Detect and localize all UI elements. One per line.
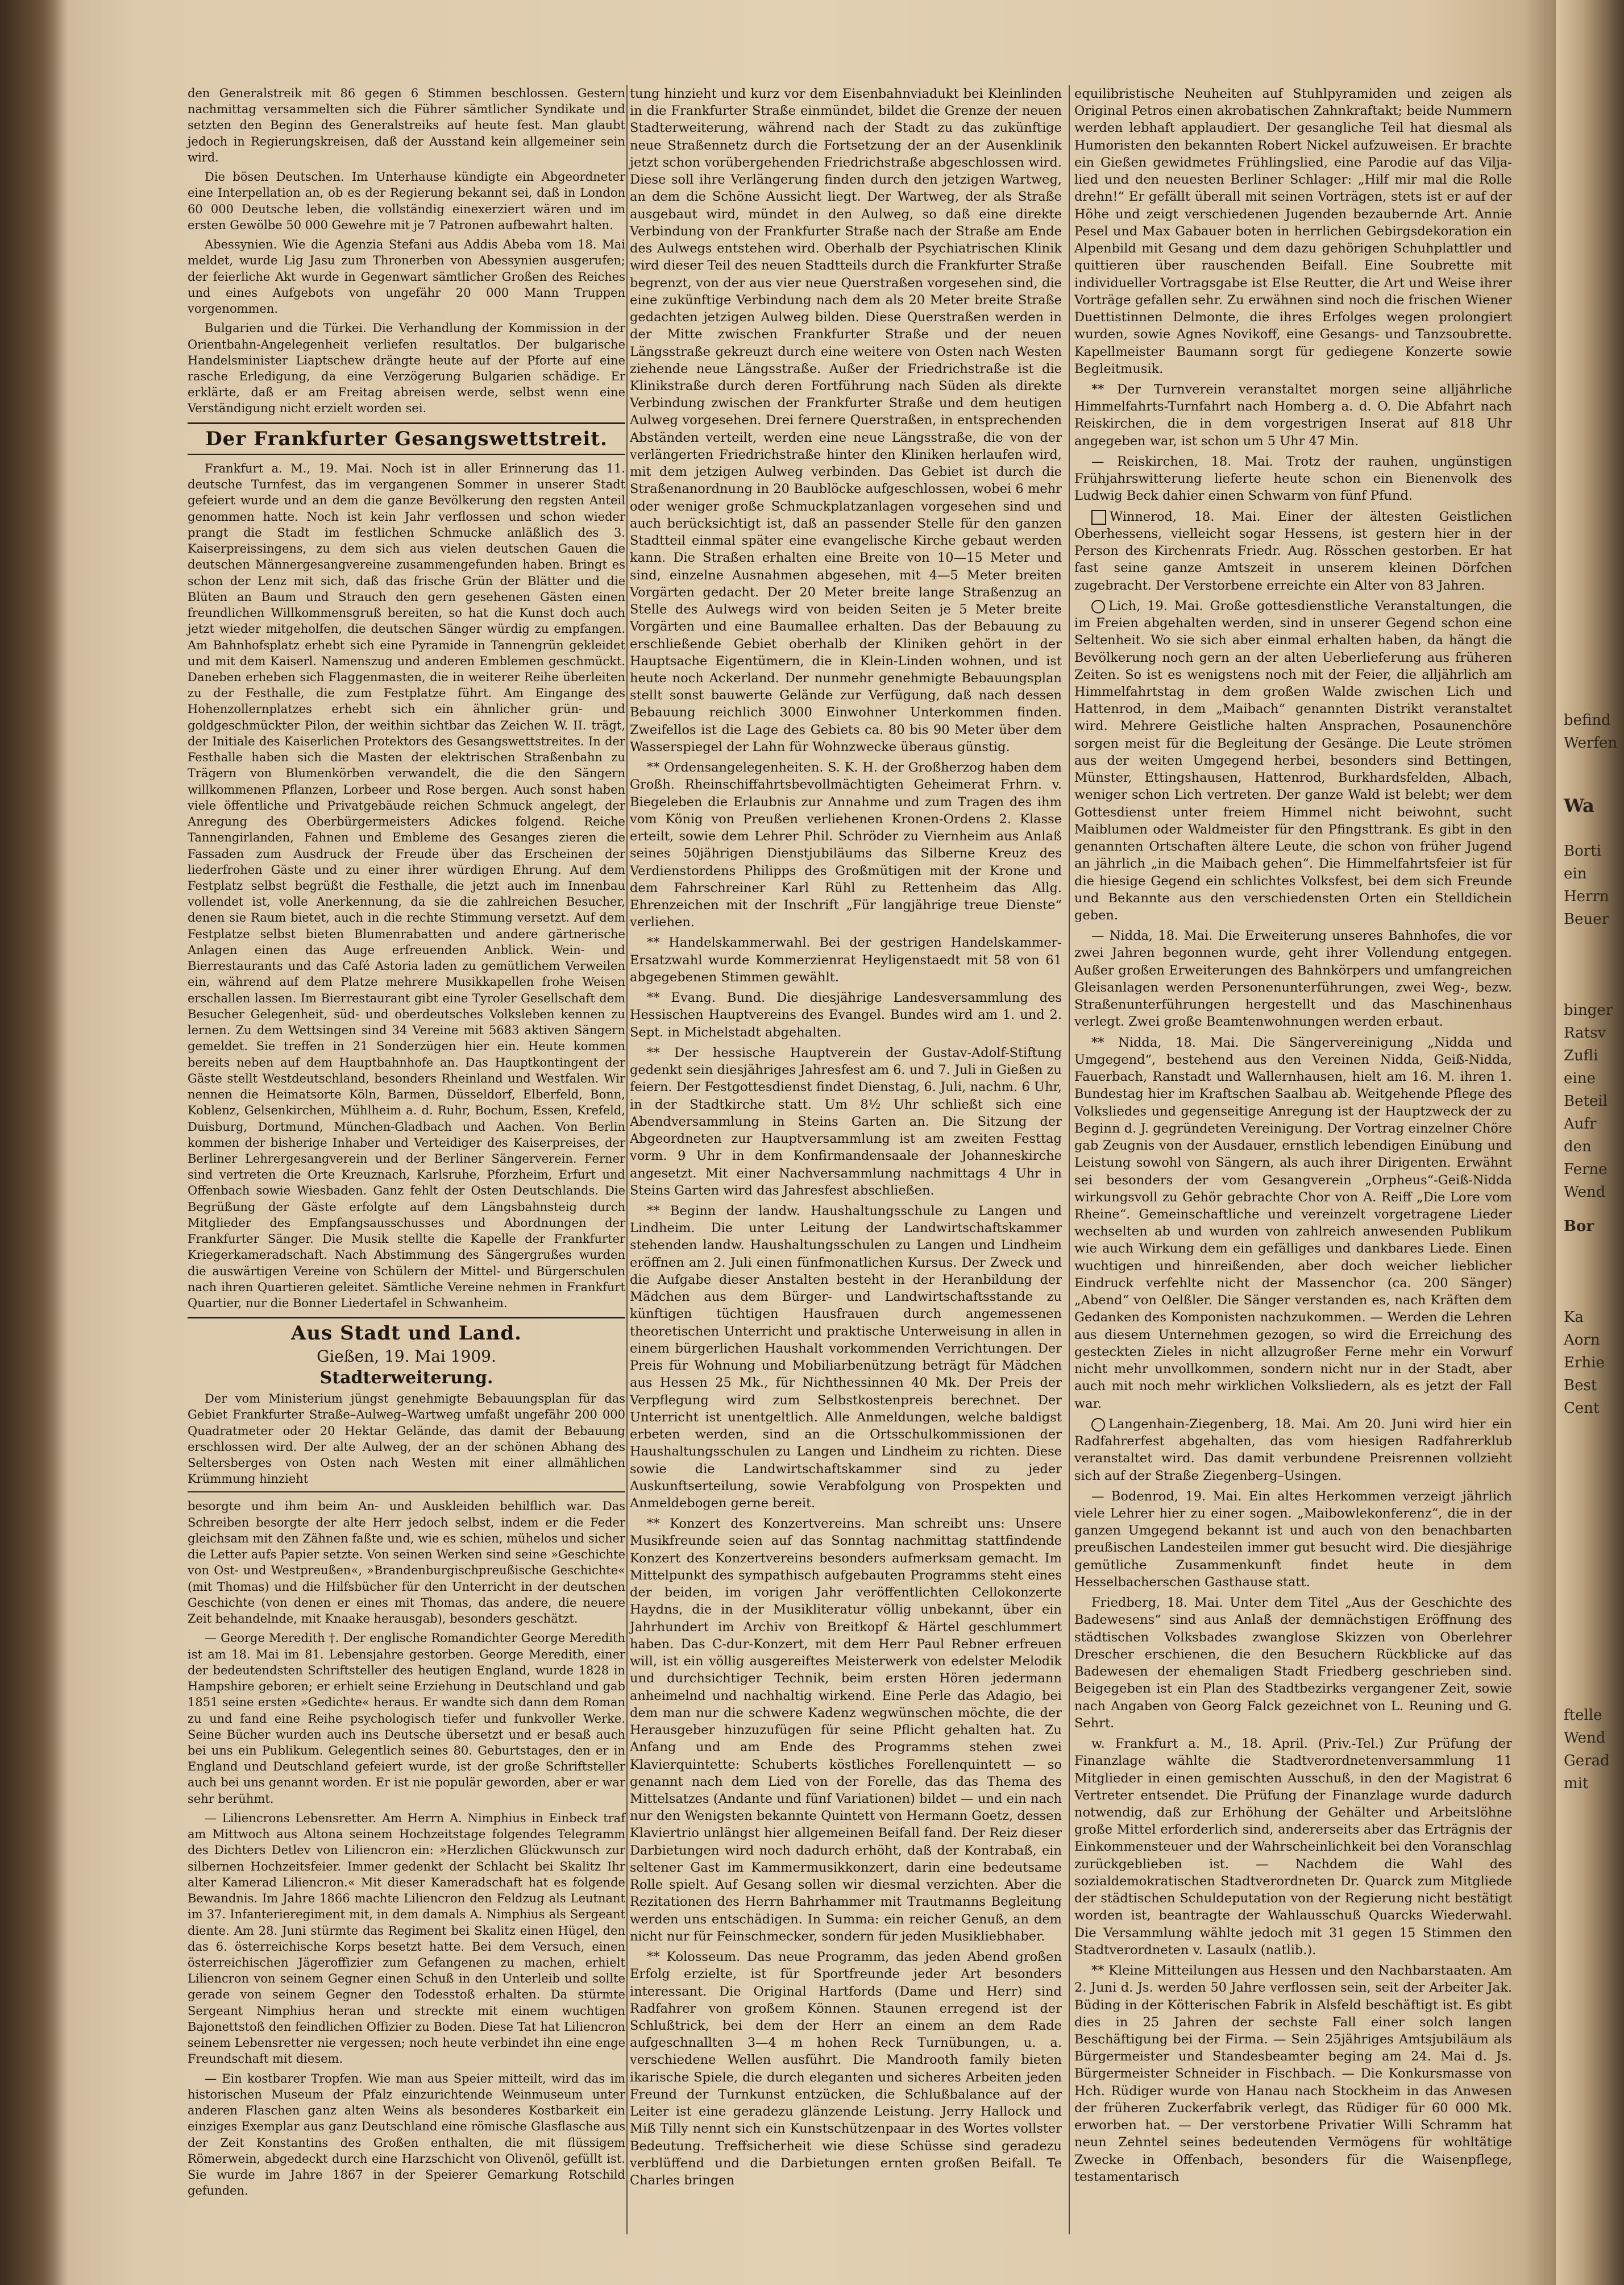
divider xyxy=(188,422,625,424)
divider xyxy=(188,1317,625,1318)
paragraph: ** Nidda, 18. Mai. Die Sängervereinigung „Nidda und Umgegend“, bestehend aus den Vereinen Nidda, Geiß-Nidda, Fauerbach, Ranstadt und Wallernhausen, hielt am 16. M. ihren 1. Bundestag hier im Kraftschen Saalbau ab. Weitgehende Pflege des Volksliedes und gegenseitige Anregung ist der Hauptzweck der zu Beginn d. J. gegründeten Vereinigung. Der Vortrag einzelner Chöre gab Zeugnis von der Ausdauer, ernstlich lebendigen Einübung und Leistung sowohl von Sängern, als auch ihrer Dirigenten. Erwähnt sei besonders der vom Gesangverein „Orpheus“-Geiß-Nidda wirkungsvoll zu Gehör gebrachte Chor von A. Reiff „Die Lore vom Rheine“. Gemeinschaftliche und vereinzelt vorgetragene Lieder wechselten ab und wurden von zahlreich anwesenden Publikum wie auch Wirkung dem ein gefälliges und dankbares Liede. Einen wuchtigen und hinreißenden, aber doch weicher lieblicher Eindruck verfehlte nicht der Massenchor (ca. 200 Sänger) „Abend“ von Oelßler. Die Sänger verstanden es, nach Kräften dem Gedanken des Komponisten nachzukommen. — Werden die Lehren aus diesem Unternehmen gezogen, so wird die Erreichung des gesteckten Zieles in nicht allzugroßer Ferne mehr ein Vorwurf nicht mehr unvollkommen, sondern nicht nur in der Stadt, aber auch mit noch mehr wirklichen Volksliedern, als es jetzt der Fall war. xyxy=(1074,1035,1512,1411)
edge-fragment: eine xyxy=(1564,1070,1596,1087)
edge-fragment: Cent xyxy=(1564,1400,1600,1417)
paragraph: ** Konzert des Konzertvereins. Man schreibt uns: Unsere Musikfreunde seien auf das Sonntag nachmittag stattfindende Konzert des Konzertvereins besonders aufmerksam gemacht. Im Mittelpunkt des sympathisch aufgebauten Programms steht eines der beiden, im vorigen Jahr veröffentlichten Cellokonzerte Haydns, die in der Musikliteratur völlig unbekannt, über ein Jahrhundert im Archiv von Breitkopf & Härtel geschlummert haben. Das C-dur-Konzert, mit dem Herr Paul Rebner erfreuen will, ist ein völlig ausgereiftes Meisterwerk von edelster Melodik und durchsichtiger Technik, beim ersten Hören jedermann anheimelnd und nachhaltig wirkend. Eine Perle das Adagio, bei dem man nur die schwere Kadenz wegwünschen möchte, die der Herausgeber hinzuzufügen für seine Pflicht gehalten hat. Zu Anfang und am Ende des Programms stehen zwei Klavierquintette: Schuberts köstliches Forellenquintett — so genannt nach dem Lied von der Forelle, das das Thema des Mittelsatzes (Andante und fünf Variationen) bildet — und ein nach nur den Wenigsten bekannte Quintett von Hermann Goetz, dessen Klaviertrio unlängst hier allgemeinen Beifall fand. Der Reiz dieser Darbietungen wird noch dadurch erhöht, daß der Kontrabaß, ein seltener Gast im Kammermusikkonzert, darin eine bedeutsame Rolle spielt. Auf Gesang sollen wir diesmal verzichten. Aber die Rezitationen des Herrn Bahrhammer mit Trautmanns Begleitung werden uns entschädigen. In Summa: ein reicher Genuß, an dem nicht nur für Feinschmecker, sondern für jeden Musikliebhaber. xyxy=(630,1516,1062,1944)
paragraph: ** Beginn der landw. Haushaltungsschule zu Langen und Lindheim. Die unter Leitung der Landwirtschaftskammer stehenden landw. Haushaltungsschulen zu Langen und Lindheim eröffnen am 2. Juli einen fünfmonatlichen Kursus. Der Zweck und die Aufgabe dieser Anstalten besteht in der Heranbildung der Mädchen aus dem Bürger- und Landwirtschaftsstande zu künftigen tüchtigen Hausfrauen durch angemessenen theoretischen Unterricht und praktische Unterweisung in allen in einem bürgerlichen Haushalt vorkommenden Verrichtungen. Der Preis für Wohnung und Mobiliarbenützung beträgt für Mädchen aus Hessen 25 Mk., für Nichthessinnen 40 Mk. Der Preis der Verpflegung wird zum Selbstkostenpreis berechnet. Der Unterricht ist unentgeltlich. Alle Anmeldungen, welche baldigst erbeten werden, sind an die Ortsschulkommissionen der Haushaltungsschulen zu Langen und Lindheim zu richten. Diese sowie die Landwirtschaftskammer sind zu jeder Auskunftserteilung, sowie Verabfolgung von Prospekten und Anmeldebogen gerne bereit. xyxy=(630,1204,1062,1511)
edge-fragment: ftelle xyxy=(1564,1707,1602,1724)
paragraph: ** Der hessische Hauptverein der Gustav-Adolf-Stiftung gedenkt sein diesjähriges Jahresfest am 6. und 7. Juli in Gießen zu feiern. Der Festgottesdienst findet Dienstag, 6. Juli, nachm. 6 Uhr, in der Stadtkirche statt. Um 8½ Uhr schließt sich eine Abendversammlung in Steins Garten an. Die Sitzung der Abgeordneten zur Hauptversammlung ist am zweiten Festtag vorm. 9 Uhr in dem Konfirmandensaale der Johanneskirche angesetzt. Mit einer Nachversammlung nachmittags 4 Uhr in Steins Garten wird das Jahresfest abschließen. xyxy=(630,1045,1062,1198)
edge-fragment: mit xyxy=(1564,1775,1589,1792)
right-column xyxy=(1074,85,1512,2189)
box-marker-icon xyxy=(1091,510,1106,525)
article-headline: Der Frankfurter Gesangswettstreit. xyxy=(205,427,608,450)
edge-fragment: den xyxy=(1564,1138,1592,1155)
edge-fragment: Beteil xyxy=(1564,1093,1608,1110)
paragraph: Abessynien. Wie die Agenzia Stefani aus Addis Abeba vom 18. Mai meldet, wurde Lig Jasu zum Thronerben von Abessynien ausgerufen; der feierliche Akt wurde in Gegenwart sämtlicher Großen des Reiches und eines Aufgebots von ungefähr 20 000 Mann Truppen vorgenommen. xyxy=(188,238,625,316)
section-headline: Aus Stadt und Land. xyxy=(291,1322,522,1345)
paragraph: w. Frankfurt a. M., 18. April. (Priv.-Tel.) Zur Prüfung der Finanzlage wählte die Stadtverordnetenversammlung 11 Mitglieder in einen gemischten Ausschuß, in den der Magistrat 6 Vertreter entsendet. Die Prüfung der Finanzlage wurde dadurch notwendig, daß zur Erhöhung der Gehälter und Arbeitslöhne große Mittel erforderlich sind, andererseits aber das Erträgnis der Einkommensteuer und der Wahrscheinlichkeit bei den Voranschlag zurückgeblieben ist. — Nachdem die Wahl des sozialdemokratischen Stadtverordneten Dr. Quarck zum Mitgliede der städtischen Schuldeputation von der Regierung nicht bestätigt worden ist, beantragte der Wahlausschuß Quarcks Wiederwahl. Die Versammlung wählte jedoch mit 31 gegen 15 Stimmen den Stadtverordneten v. Lasaulx (natlib.). xyxy=(1074,1736,1512,1958)
paragraph xyxy=(1074,508,1512,594)
paragraph: den Generalstreik mit 86 gegen 6 Stimmen beschlossen. Gestern nachmittag versammelten sich die Führer sämtlicher Syndikate und setzten den Beginn des Generalstreiks auf heute fest. Man glaubt jedoch in Regierungskreisen, daß der Ausstand kein allgemeiner sein wird. xyxy=(188,86,625,164)
column-rule xyxy=(626,85,628,2234)
edge-fragment: Best xyxy=(1564,1377,1597,1394)
middle-column xyxy=(630,85,1062,2192)
paragraph-text: Langenhain-Ziegenberg, 18. Mai. Am 20. Juni wird hier ein Radfahrerfest abgehalten, das vom hiesigen Radfahrerklub veranstaltet wird. Das damit verbundene Preisrennen vollzieht sich auf der Straße Ziegenberg–Usingen. xyxy=(1074,1416,1512,1483)
paragraph xyxy=(1074,1416,1512,1484)
paragraph: ** Evang. Bund. Die diesjährige Landesversammlung des Hessischen Hauptvereins des Evangel. Bundes wird am 1. und 2. Sept. in Michelstadt abgehalten. xyxy=(630,990,1062,1040)
edge-fragment: Borti xyxy=(1564,843,1601,860)
edge-fragment: Herrn xyxy=(1564,888,1609,905)
edge-fragment: Wend xyxy=(1564,1730,1606,1747)
edge-fragment: Ferne xyxy=(1564,1161,1608,1178)
edge-fragment: Werfen xyxy=(1564,735,1618,752)
edge-fragment: Ka xyxy=(1564,1309,1584,1326)
edge-fragment: Erhie xyxy=(1564,1354,1605,1371)
subsection-headline: Stadterweiterung. xyxy=(319,1367,493,1388)
paragraph xyxy=(1074,598,1512,924)
paragraph: tung hinzieht und kurz vor dem Eisenbahnviadukt bei Kleinlinden in die Frankfurter Straße einmündet, bildet die Grenze der neuen Stadterweiterung, während nach der Stadt zu das zukünftige neue Straßennetz durch die Fortsetzung der an der Ausenklinik jetzt schon vorübergehenden Friedrichstraße abgeschlossen wird. Diese soll ihre Verlängerung finden durch den jetzigen Wartweg, an dem die Schöne Aussicht liegt. Der Wartweg, der als Straße ausgebaut wird, mündet in den Aulweg, so daß eine direkte Verbindung von der Frankfurter Straße nach der Straße am Ende des Aulwegs entstehen wird. Oberhalb der Psychiatrischen Klinik wird dieser Teil des neuen Stadtteils durch die Frankfurter Straße begrenzt, von der aus vier neue Querstraßen vorgesehen sind, die eine zukünftige Verbindung nach dem als 20 Meter breite Straße gedachten jetzigen Aulweg bilden. Diese Querstraßen werden in der Mitte zwischen Frankfurter Straße und der neuen Längsstraße gekreuzt durch eine weitere von Osten nach Westen ziehende neue Längsstraße. Außer der Friedrichstraße ist die Klinikstraße durch deren Fortführung nach Süden als direkte Verbindung zwischen der Frankfurter Straße und dem heutigen Aulweg vorgesehen. Drei fernere Querstraßen, in entsprechenden Abständen verteilt, werden eine neue Längsstraße, die von der verlängerten Friedrichstraße hinter den Kliniken herlaufen wird, mit dem jetzigen Aulweg verbinden. Das Gebiet ist durch die Straßenanordnung in 20 Baublöcke aufgeschlossen, wobei 6 mehr oder weniger große Schmuckplatzanlagen vorgesehen sind und auch berücksichtigt ist, daß an passender Stelle für den ganzen Stadtteil einmal später eine evangelische Kirche gebaut werden kann. Die Straßen erhalten eine Breite von 10—15 Meter und sind, einzelne Ausnahmen abgesehen, mit 4—5 Meter breiten Vorgärten gedacht. Der 20 Meter breite lange Straßenzug an Stelle des Aulwegs wird von beiden Seiten je 5 Meter breite Vorgärten und eine Baumallee erhalten. Das der Bebauung zu erschließende Gebiet oberhalb der Kliniken gehört in der Hauptsache Eigentümern, die in Klein-Linden wohnen, und ist heute noch Ackerland. Der nunmehr genehmigte Bebauungsplan stellt sonst bauwerte Gelände zur Verfügung, daß nach dessen Bebauung reichlich 3000 Einwohner Unterkommen finden. Zweifellos ist die Lage des Gebiets ca. 80 bis 90 Meter über dem Wasserspiegel der Lahn für Wohnzwecke überaus günstig. xyxy=(630,86,1062,754)
paragraph: ** Handelskammerwahl. Bei der gestrigen Handelskammer-Ersatzwahl wurde Kommerzienrat Heyligenstaedt mit 58 von 61 abgegebenen Stimmen gewählt. xyxy=(630,935,1062,985)
edge-fragment: Aufr xyxy=(1564,1115,1597,1133)
paragraph: — George Meredith †. Der englische Romandichter George Meredith ist am 18. Mai im 81. Lebensjahre gestorben. George Meredith, einer der bedeutendsten Schriftsteller des heutigen England, wurde 1828 in Hampshire geboren; er erhielt seine Erziehung in Deutschland und gab 1851 seine ersten »Gedichte« heraus. Er wandte sich dann dem Roman zu und fand eine Reihe psychologisch tiefer und funkvoller Werke. Seine Bücher wurden auch ins Deutsche übersetzt und er besaß auch bei uns ein Publikum. Gelegentlich seines 80. Geburtstages, den er in England und Deutschland gefeiert wurde, ist der große Schriftsteller auch bei uns genannt worden. Er ist nie populär geworden, aber er war sehr berühmt. xyxy=(188,1631,625,1806)
edge-fragment: Bor xyxy=(1564,1218,1594,1235)
edge-fragment: ein xyxy=(1564,865,1587,882)
edge-fragment: befind xyxy=(1564,712,1611,729)
paragraph-text: Lich, 19. Mai. Große gottesdienstliche Veranstaltungen, die im Freien abgehalten werden, sind in unserer Gegend schon eine Seltenheit. Wo sie sich aber einmal erhalten haben, da hängt die Bevölkerung noch gern an der alten Ueberlieferung aus früheren Zeiten. So ist es wenigstens noch mit der Feier, die alljährlich am Himmelfahrtstag in dem großen Walde zwischen Lich und Hattenrod, in dem „Maibach“ genannten Distrikt veranstaltet wird. Mehrere Geistliche halten Ansprachen, Posaunenchöre sorgen meist für die Begleitung der Gesänge. Die Leute strömen aus der weiten Umgegend herbei, besonders sind Bettingen, Münster, Ettingshausen, Hattenrod, Burkhardsfelden, Albach, weniger schon Lich vertreten. Der ganze Wald ist belebt; wer dem Gottesdienst unter freiem Himmel nicht beiwohnt, sucht Maiblumen oder Waldmeister für den Pfingsttrank. Es gibt in den genannten Ortschaften ältere Leute, die schon von früher Jugend an jährlich „in die Maibach gehen“. Die Himmelfahrtsfeier ist für die hiesige Gegend ein schlichtes Volksfest, bei dem sich Freunde und Bekannte aus den verschiedensten Orten ein Stelldichein geben. xyxy=(1074,598,1512,923)
paragraph: — Liliencrons Lebensretter. Am Herrn A. Nimphius in Einbeck traf am Mittwoch aus Altona seinem Hochzeitstage folgendes Telegramm des Dichters Detlev von Liliencron ein: »Herzlichen Glückwunsch zur silbernen Hochzeitsfeier. Immer gedenkt der Schlacht bei Skalitz Ihr alter Kamerad Liliencron.« Mit dieser Kameradschaft hat es folgende Bewandnis. Im Jahre 1866 machte Liliencron den Feldzug als Leutnant im 37. Infanterieregiment mit, in dem damals A. Nimphius als Sergeant diente. Am 28. Juni stürmte das Regiment bei Skalitz einen Hügel, den das 6. österreichische Korps besetzt hatte. Bei dem Versuch, einen österreichischen Jägeroffizier zum Gefangenen zu machen, erhielt Liliencron von seinem Gegner einen Schuß in den Unterleib und sollte gerade von seinem Gegner den Todesstoß erhalten. Da stürmte Sergeant Nimphius heran und streckte mit einem wuchtigen Bajonettstoß den feindlichen Offizier zu Boden. Diese Tat hat Liliencron seinem Lebensretter nie vergessen; noch heute verbindet ihn eine enge Freundschaft mit diesem. xyxy=(188,1811,625,2066)
left-column xyxy=(188,85,625,2203)
paragraph: Bulgarien und die Türkei. Die Verhandlung der Kommission in der Orientbahn-Angelegenheit verliefen resultatlos. Der bulgarische Handelsminister Liaptschew drängte heute auf der Pforte auf eine rasche Erledigung, da eine Verzögerung Bulgarien schädige. Er erklärte, daß er am Freitag abreisen werde, selbst wenn eine Verständigung nicht erzielt worden sei. xyxy=(188,321,625,416)
paragraph: ** Der Turnverein veranstaltet morgen seine alljährliche Himmelfahrts-Turnfahrt nach Homberg a. d. O. Die Abfahrt nach Reiskirchen, die in dem vorgestrigen Inserat auf 818 Uhr angegeben war, ist schon um 5 Uhr 47 Min. xyxy=(1074,381,1512,449)
divider xyxy=(188,454,625,455)
edge-fragment: Zufli xyxy=(1564,1047,1598,1064)
divider xyxy=(188,1491,625,1492)
paragraph: ** Kleine Mitteilungen aus Hessen und den Nachbarstaaten. Am 2. Juni d. Js. werden 50 Jahre verflossen sein, seit der Arbeiter Jak. Büding in der Kötterischen Fabrik in Alsfeld beschäftigt ist. Es gibt dies in 25 Jahren der sechste Fall einer solch langen Beschäftigung bei der Firma. — Sein 25jähriges Amtsjubiläum als Bürgermeister und Standesbeamter beging am 24. Mai d. Js. Bürgermeister Schneider in Fischbach. — Die Konkursmasse von Hch. Rüdiger wurde von Hanau nach Stockheim in das Anwesen der früheren Zuckerfabrik verlegt, das Rüdiger für 60 000 Mk. erworben hat. — Der verstorbene Privatier Willi Schramm hat neun Zehntel seines bedeutenden Vermögens für wohltätige Zwecke in Offenbach, besonders für die Waisenpflege, testamentarisch xyxy=(1074,1963,1512,2184)
paragraph: ** Ordensangelegenheiten. S. K. H. der Großherzog haben dem Großh. Rheinschiffahrtsbevollmächtigten Geheimerat Frhrn. v. Biegeleben die Erlaubnis zur Annahme und zum Tragen des ihm vom König von Preußen verliehenen Kronen-Ordens 2. Klasse erteilt, sowie dem Lehrer Phil. Schröder zu Viernheim aus Anlaß seines 50jährigen Dienstjubiläums das Silberne Kreuz des Verdienstordens Philipps des Großmütigen mit der Krone und dem Fahrschreiner Karl Rühl zu Rettenheim das Allg. Ehrenzeichen mit der Inschrift „Für langjährige treue Dienste“ verliehen. xyxy=(630,760,1062,930)
paragraph-text: Winnerod, 18. Mai. Einer der ältesten Geistlichen Oberhessens, vielleicht sogar Hessens, ist gestern hier in der Person des Kirchenrats Friedr. Aug. Rösschen gestorben. Er hat fast seine ganze Amtszeit in unserem kleinen Dörfchen zugebracht. Der Verstorbene erreichte ein Alter von 83 Jahren. xyxy=(1074,509,1512,593)
edge-fragment: Beuer xyxy=(1564,911,1609,928)
edge-fragment: Wend xyxy=(1564,1184,1606,1201)
edge-fragment: binger xyxy=(1564,1002,1613,1019)
paragraph: ** Kolosseum. Das neue Programm, das jeden Abend großen Erfolg erzielte, ist für Sportfreunde jeder Art besonders interessant. Die Original Hartfords (Dame und Herr) sind Radfahrer von großem Können. Staunen erregend ist der Schlußtrick, bei dem der Herr an einem an dem Rade aufgeschnallten 3—4 m hohen Reck Turnübungen, u. a. verschiedene Wellen ausführt. Die Mandrooth family bieten ikarische Spiele, die durch eleganten und sicheres Arbeiten jeden Freund der Turnkunst entzücken, die Schlußbalance auf der Leiter ist eine geradezu glänzende Leistung. Jerry Hallock und Miß Tilly nennt sich ein Kunstschützenpaar in des Wortes vollster Bedeutung. Treffsicherheit wie diese Schüsse sind geradezu verblüffend und die Darbietungen ernten großen Beifall. Te Charles bringen xyxy=(630,1950,1062,2188)
circle-marker-icon xyxy=(1091,1418,1105,1432)
paragraph: — Nidda, 18. Mai. Die Erweiterung unseres Bahnhofes, die vor zwei Jahren begonnen wurde, geht ihrer Vollendung entgegen. Außer großen Erweiterungen des Bahnkörpers und umfangreichen Gleisanlagen werden Personenunterführungen, zwei Weg-, bezw. Straßenunterführungen hergestellt und das Maschinenhaus verlegt. Zwei große Beamtenwohnungen werden erbaut. xyxy=(1074,928,1512,1030)
paragraph: — Reiskirchen, 18. Mai. Trotz der rauhen, ungünstigen Frühjahrswitterung lieferte heute schon ein Bienenvolk des Ludwig Beck dahier einen Schwarm von fünf Pfund. xyxy=(1074,454,1512,504)
edge-fragment: Gerad xyxy=(1564,1752,1610,1769)
column-rule xyxy=(1069,85,1070,2234)
section-dateline: Gießen, 19. Mai 1909. xyxy=(317,1346,496,1366)
edge-fragment: Aorn xyxy=(1564,1332,1600,1349)
book-spine-shadow xyxy=(0,0,68,2285)
paragraph: Der vom Ministerium jüngst genehmigte Bebauungsplan für das Gebiet Frankfurter Straße–Aulweg–Wartweg umfaßt ungefähr 200 000 Quadratmeter oder 20 Hektar Gelände, das damit der Bebauung erschlossen wird. Der alte Aulweg, der an der schönen Abhang des Seltersberges von Osten nach Westen mit einer allmählichen Krümmung hinzieht xyxy=(188,1392,625,1486)
paragraph: — Bodenrod, 19. Mai. Ein altes Herkommen verzeigt jährlich viele Lehrer hier zu einer sogen. „Maibowlekonferenz“, die in der ganzen Umgegend bekannt ist und auch von den benachbarten preußischen Landesteilen immer gut besucht wird. Die diesjährige gemütliche Zusammenkunft findet heute in dem Hesselbacherschen Gasthause statt. xyxy=(1074,1488,1512,1590)
circle-marker-icon xyxy=(1091,600,1105,613)
paragraph: Friedberg, 18. Mai. Unter dem Titel „Aus der Geschichte des Badewesens“ sind aus Anlaß der demnächstigen Eröffnung des städtischen Volksbades zwanglose Skizzen von Oberlehrer Drescher erschienen, die den Besuchern Rückblicke auf das Badewesen der ehemaligen Stadt Friedberg geschrieben sind. Beigegeben ist ein Plan des Stadtbezirks vergangener Zeit, sowie nach Angaben von Georg Falck gezeichnet von L. Reuning und G. Sehrt. xyxy=(1074,1595,1512,1731)
paragraph: equilibristische Neuheiten auf Stuhlpyramiden und zeigen als Original Petros einen akrobatischen Zahnkraftakt; beide Nummern werden lebhaft applaudiert. Der gesangliche Teil hat diesmal als Humoristen den bekannten Robert Nickel aufzuweisen. Er brachte ein Gießen gewidmetes Frühlingslied, eine Parodie auf das Vilja-lied und den neuesten Berliner Schlager: „Hilf mir mal die Rolle drehn!“ Er gefällt überall mit seinen Vorträgen, stets ist er auf der Höhe und zeigt verschiedenen Jugenden bezaubernde Art. Annie Pesel und Max Gabauer boten in herrlichen Gebirgsdekoration ein Alpenbild mit Gesang und dem dazu gehörigen Schuhplattler und quittieren über rauschenden Beifall. Eine Soubrette mit individueller Vortragsgabe ist Else Reutter, die Art und Weise ihrer Vorträge gefallen sehr. Zu erwähnen sind noch die frischen Wiener Duettistinnen Delmonte, die ihres Erfolges wegen prolongiert wurden, sowie Agnes Novikoff, eine Gesangs- und Tanzsoubrette. Kapellmeister Baumann sorgt für gediegene Konzerte sowie Begleitmusik. xyxy=(1074,86,1512,376)
paragraph: Die bösen Deutschen. Im Unterhause kündigte ein Abgeordneter eine Interpellation an, ob es der Regierung bekannt sei, daß in London 60 000 Deutsche leben, die vollständig einexerziert wären und im ersten Gewölbe 50 000 Gewehre mit je 7 Patronen aufbewahrt halten. xyxy=(188,170,625,232)
adjacent-page-edge xyxy=(1556,0,1624,2285)
paragraph: — Ein kostbarer Tropfen. Wie man aus Speier mitteilt, wird das im historischen Museum der Pfalz einzurichtende Weinmuseum unter anderen Flaschen ganz alten Weins als besonderes Kostbarkeit ein einziges Exemplar aus ganz Deutschland eine römische Glasflasche aus der Zeit Konstantins des Großen enthalten, die mit flüssigem Römerwein, abgedeckt durch eine Harzschicht von Olivenöl, gefüllt ist. Sie wurde im Jahre 1867 in der Speierer Gemarkung Rotschild gefunden. xyxy=(188,2071,625,2198)
edge-fragment: Ratsv xyxy=(1564,1025,1606,1042)
edge-fragment: Wa xyxy=(1564,795,1594,816)
paragraph: besorgte und ihm beim An- und Auskleiden behilflich war. Das Schreiben besorgte der alte Herr jedoch selbst, indem er die Feder gleichsam mit den Zähnen faßte und, wie es schien, mühelos und sicher die Letter aufs Papier setzte. Von seinen Werken sind seine »Geschichte von Ost- und Westpreußen«, »Brandenburgischpreußische Geschichte« (mit Thomas) und die Hilfsbücher für den Unterricht in der deutschen Geschichte (von denen er eines mit Thomas, das andere, die neuere Zeit behandelnde, mit Knaake herausgab), besonders geschätzt. xyxy=(188,1499,625,1626)
paragraph: Frankfurt a. M., 19. Mai. Noch ist in aller Erinnerung das 11. deutsche Turnfest, das im vergangenen Sommer in unserer Stadt gefeiert wurde und an dem die ganze Bevölkerung den regsten Anteil genommen hatte. Noch ist kein Jahr verflossen und schon wieder prangt die Stadt im festlichen Schmucke anläßlich des 3. Kaiserpreissingens, zu dem sich aus vielen deutschen Gauen die deutschen Männergesangvereine zusammengefunden haben. Bringt es schon der Lenz mit sich, daß das frische Grün der Blätter und die Blüten an Baum und Strauch den gern gesehenen Gästen einen freundlichen Willkommensgruß bereiten, so hat die Kunst doch auch jetzt wieder mitgeholfen, die deutschen Sänger würdig zu empfangen. Am Bahnhofsplatz erhebt sich eine Pyramide in Tannengrün gekleidet und mit dem Kaiserl. Namenszug und anderen Emblemen geschmückt. Daneben erheben sich Flaggenmasten, die in weiterer Reihe überleiten zu der Festhalle, die zum Festplatze führt. Am Eingange des Hohenzollernplatzes erhebt sich ein ähnlicher grün- und goldgeschmückter Pilon, der weithin sichtbar das Zeichen W. II. trägt, der Initiale des Kaiserlichen Protektors des Gesangswettstreites. In der Festhalle haben sich die Masten der elektrischen Straßenbahn zu Trägern von Blumenkörben verwandelt, die die den Sängern willkommenen Pflanzen, Lorbeer und Rose bergen. Auch sonst haben viele öffentliche und Privatgebäude reichen Schmuck angelegt, der Anregung des Oberbürgermeisters Adickes folgend. Reiche Tannengirlanden, Fahnen und Embleme des Gesanges zieren die Fassaden zum Ausdruck der Freude über das Erscheinen der liederfrohen Gäste und zu einer ihrer würdigen Ehrung. Auf dem Festplatz selbst begrüßt die Festhalle, die jetzt auch im Innenbau vollendet ist, volle Anerkennung, da sie die zahlreichen Besucher, denen sie Raum bietet, auch in die rechte Stimmung versetzt. Auf dem Festplatze selbst bieten Blumenrabatten und andere gärtnerische Anlagen einen das Auge erfreuenden Anblick. Wein- und Bierrestaurants und das Café Astoria laden zu gemütlichem Verweilen ein, während auf dem Platze mehrere Musikkapellen frohe Weisen erschallen lassen. Im Bierrestaurant gibt eine Tyroler Gesellschaft dem Besucher Gelegenheit, süd- und oberdeutsches Volksleben kennen zu lernen. Zu dem Wettsingen sind 34 Vereine mit 5683 aktiven Sängern gemeldet. Sie treffen in 21 Sonderzügen hier ein. Heute kommen bereits neben auf dem Hauptbahnhofe an. Das Hauptkontingent der Gäste stellt Westdeutschland, besonders Rheinland und Westfalen. Wir nennen die Heimatsorte Köln, Barmen, Düsseldorf, Elberfeld, Bonn, Koblenz, Gelsenkirchen, Mühlheim a. d. Ruhr, Bochum, Essen, Krefeld, Duisburg, Dortmund, München-Gladbach und Aachen. Von Berlin kommen der bisherige Inhaber und Verteidiger des Kaiserpreises, der Berliner Lehrergesangverein und der Berliner Sängerverein. Ferner sind vertreten die Orte Kreuznach, Karlsruhe, Pforzheim, Erfurt und Offenbach sowie Wiesbaden. Ganz fehlt der Osten Deutschlands. Die Begrüßung der Gäste erfolgte auf dem Längsbahnsteig durch Mitglieder des Empfangsausschusses und Abordnungen der Frankfurter Sänger. Die Musik stellte die Kapelle der Frankfurter Kriegerkameradschaft. Nach Abstimmung des Sängergrußes wurden die auswärtigen Vereine von Schülern der Mittel- und Bürgerschulen nach ihren Quartieren geleitet. Sämtliche Vereine nehmen in Frankfurt Quartier, nur die Bonner Liedertafel in Schwanheim. xyxy=(188,461,625,1311)
